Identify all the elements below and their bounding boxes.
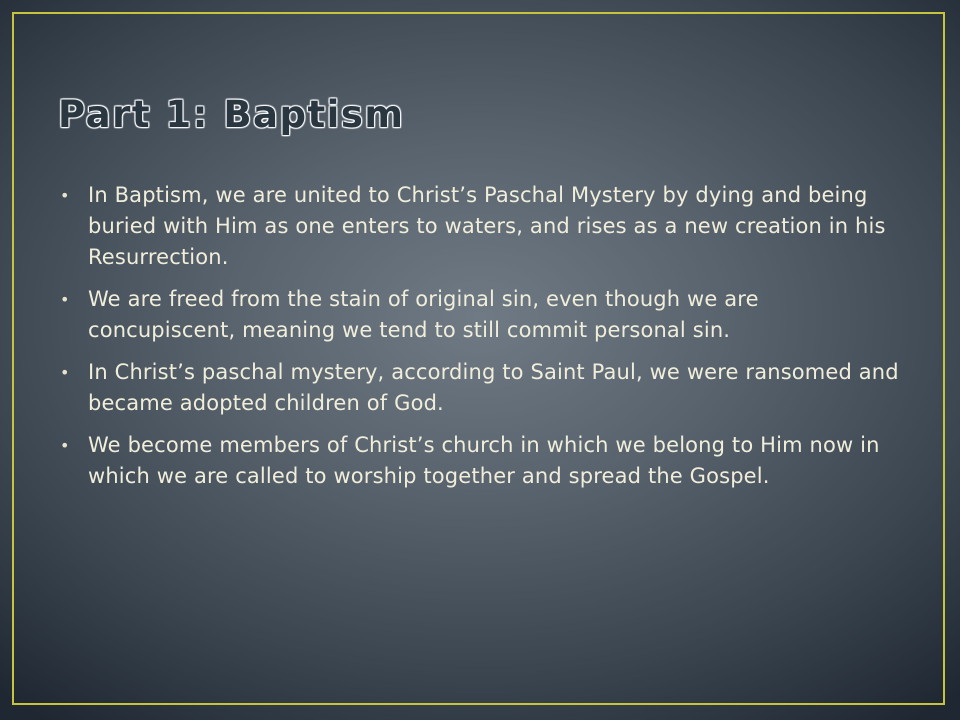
bullet-text: In Baptism, we are united to Christ’s Paschal Mystery by dying and being buried with Him as one enters to waters, and rises as a new creation in his Resurrection. xyxy=(88,183,886,269)
bullet-item xyxy=(58,180,908,273)
bullet-dot-icon: • xyxy=(60,436,70,455)
bullet-text: We become members of Christ’s church in which we belong to Him now in which we are called to worship together and spread the Gospel. xyxy=(88,433,880,488)
bullet-dot-icon: • xyxy=(60,186,70,205)
bullet-text: In Christ’s paschal mystery, according to Saint Paul, we were ransomed and became adopted children of God. xyxy=(88,360,899,415)
slide-title: Part 1: Baptism xyxy=(58,93,405,136)
bullet-list xyxy=(58,180,908,503)
bullet-item xyxy=(58,357,908,419)
bullet-dot-icon: • xyxy=(60,363,70,382)
bullet-item xyxy=(58,430,908,492)
bullet-text: We are freed from the stain of original sin, even though we are concupiscent, meaning we tend to still commit personal sin. xyxy=(88,287,759,342)
bullet-item xyxy=(58,284,908,346)
bullet-dot-icon: • xyxy=(60,290,70,309)
